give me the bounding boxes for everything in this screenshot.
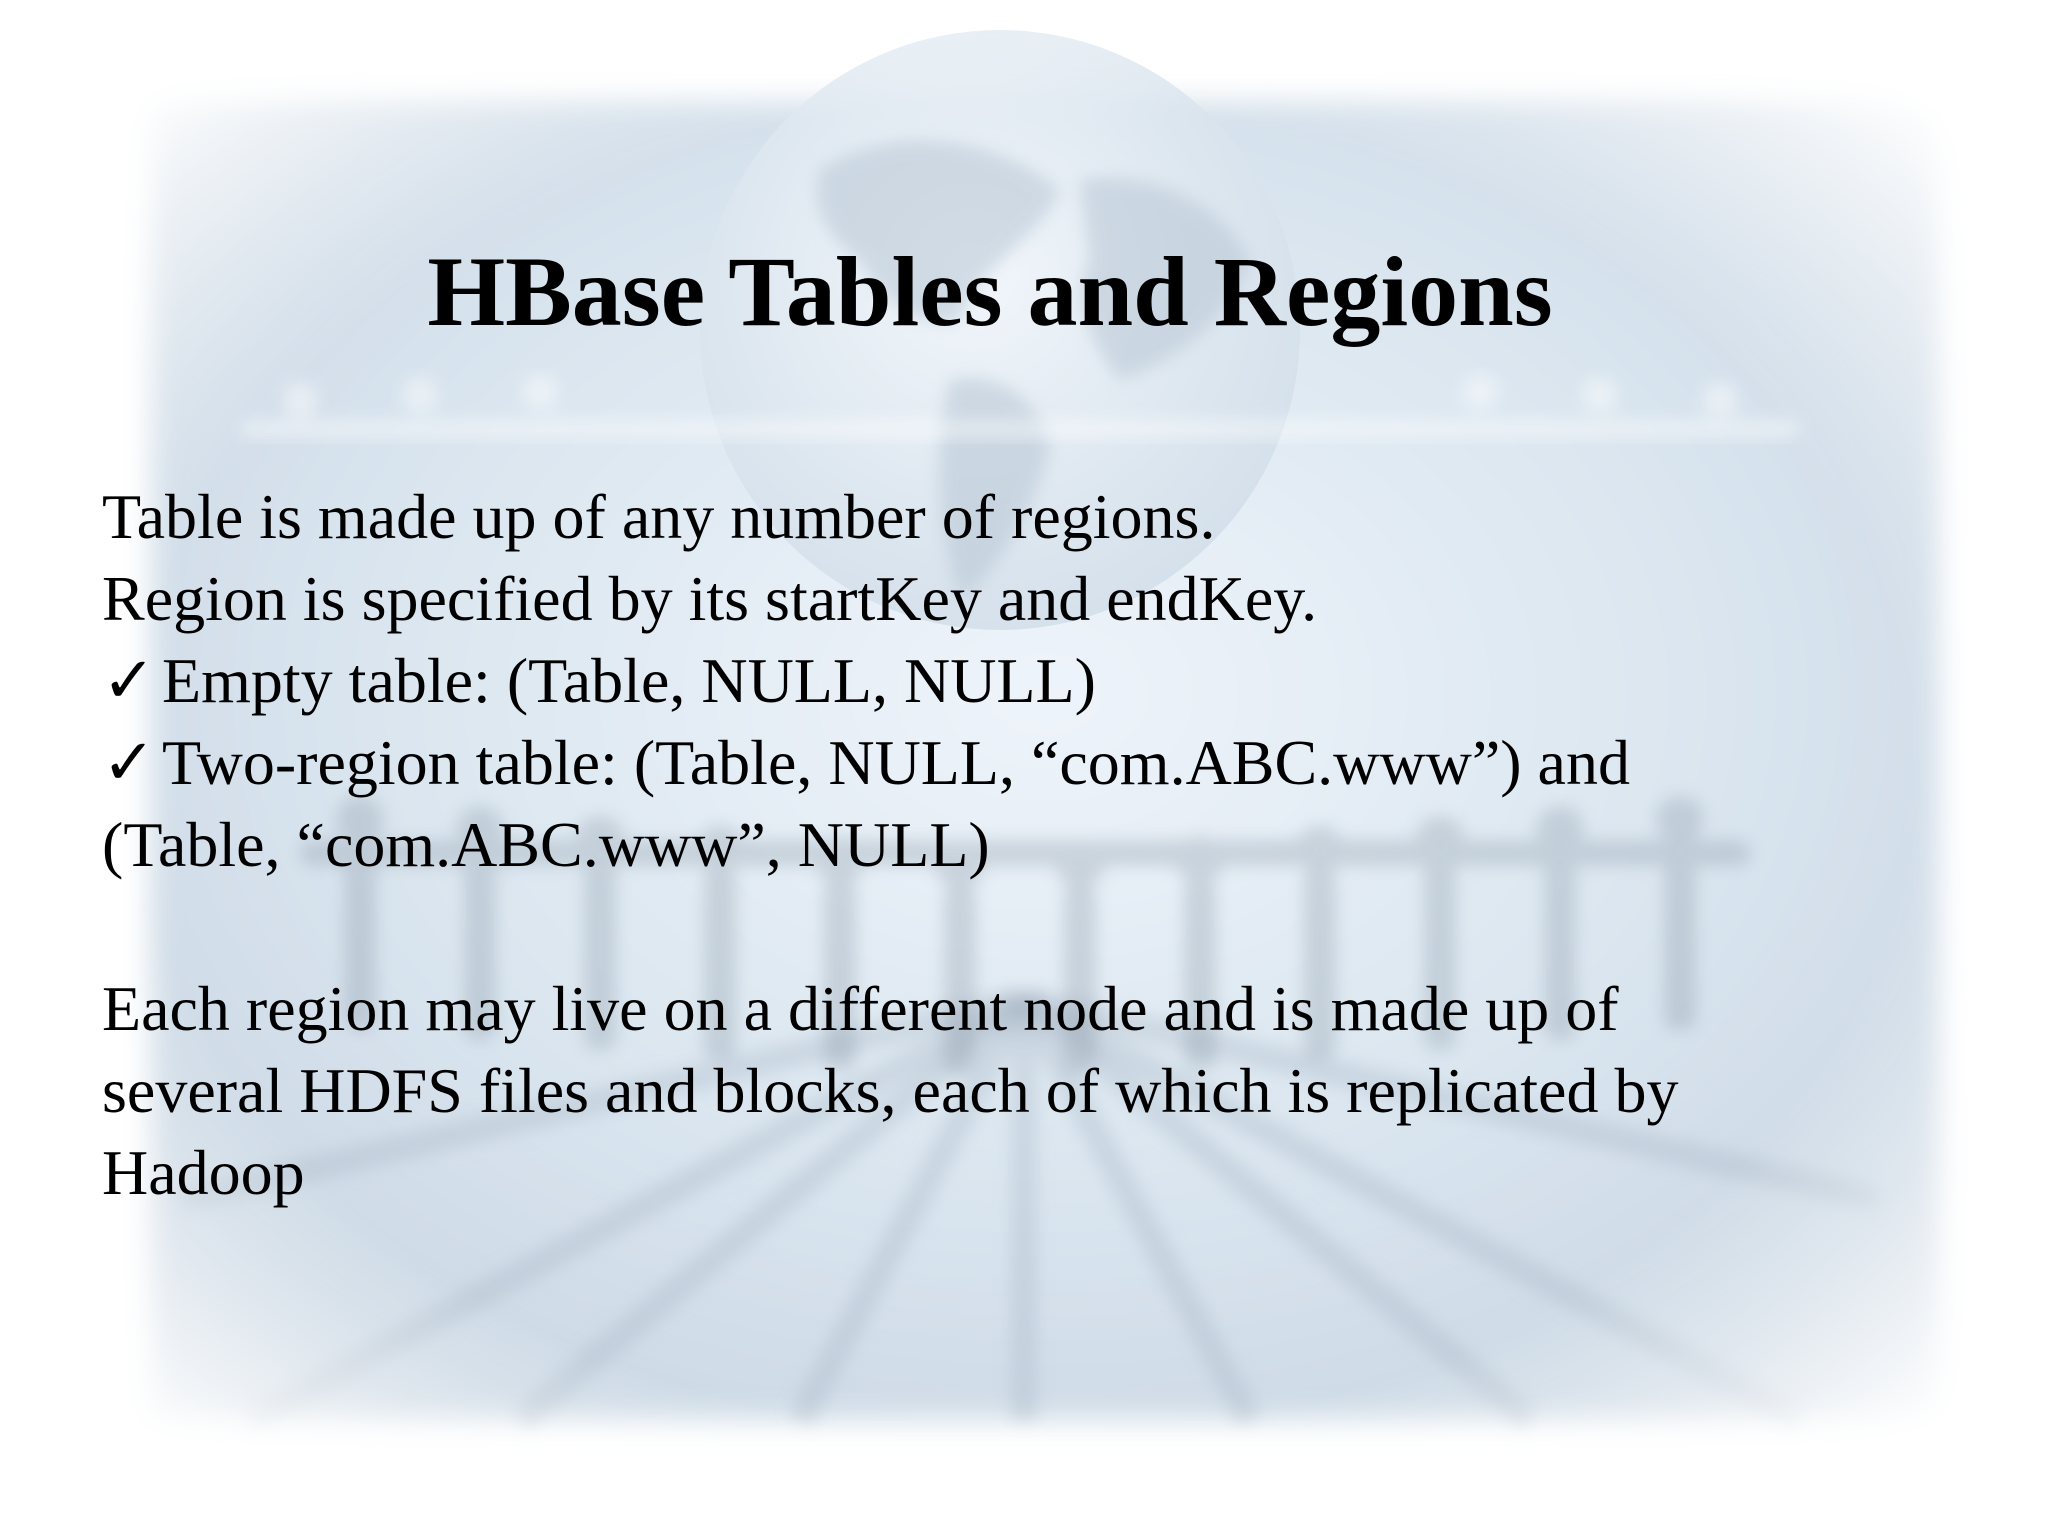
body-line-2: Region is specified by its startKey and endKey.: [102, 563, 1318, 634]
paragraph-gap: [102, 886, 1922, 968]
bullet-text-2: Two-region table: (Table, NULL, “com.ABC.www”) and: [162, 727, 1630, 798]
paragraph-line-2: several HDFS files and blocks, each of which is replicated by: [102, 1055, 1679, 1126]
body-line-1: Table is made up of any number of regions.: [102, 481, 1216, 552]
paragraph-line-3: Hadoop: [102, 1137, 305, 1208]
slide-body: [102, 476, 1922, 1214]
checkmark-icon: ✓: [102, 645, 156, 716]
bullet-empty-table: [102, 640, 1922, 722]
paragraph-line-1: Each region may live on a different node and is made up of: [102, 973, 1619, 1044]
checkmark-icon: ✓: [102, 727, 156, 798]
bullet-two-region-table: [102, 722, 1922, 804]
bullet-continuation: (Table, “com.ABC.www”, NULL): [102, 809, 990, 880]
bullet-text-1: Empty table: (Table, NULL, NULL): [162, 645, 1096, 716]
slide-title: HBase Tables and Regions: [427, 236, 1553, 347]
